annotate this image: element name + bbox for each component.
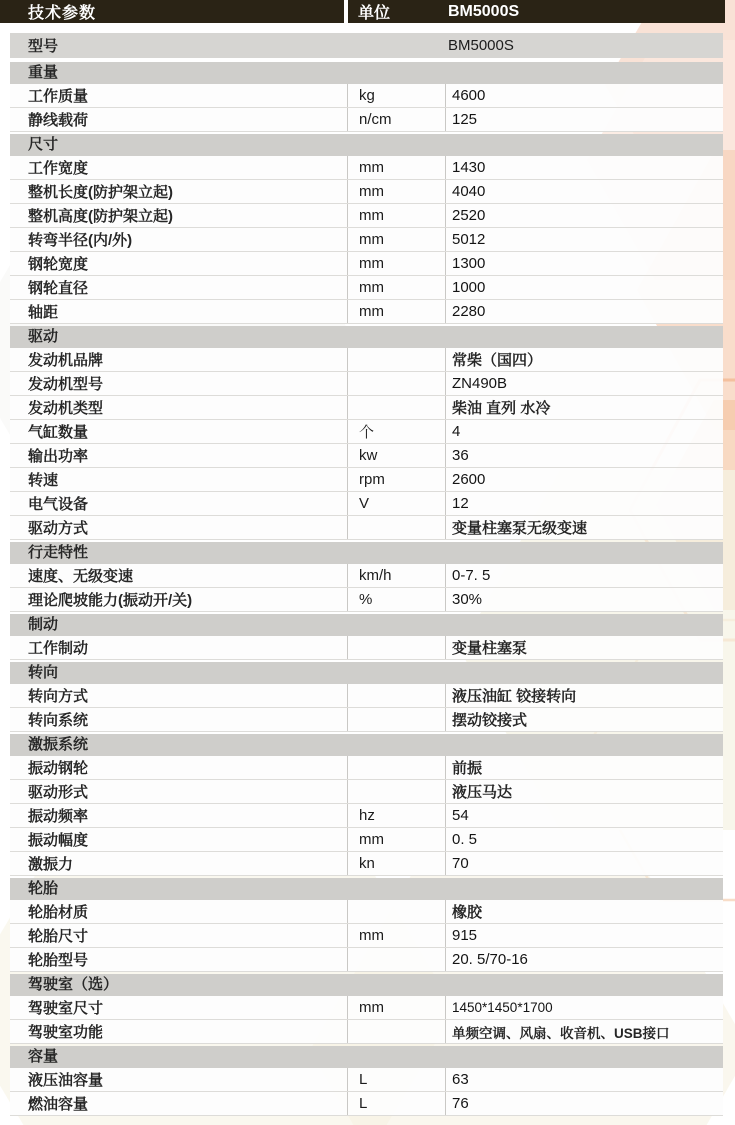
table-body <box>10 33 723 1116</box>
unit-cell <box>347 948 445 971</box>
unit-cell <box>347 900 445 923</box>
value-cell: 柴油 直列 水冷 <box>445 396 723 419</box>
param-cell: 振动幅度 <box>28 832 89 849</box>
param-cell: 工作制动 <box>28 640 89 657</box>
value-cell: 前振 <box>445 756 723 779</box>
value-cell: 70 <box>445 852 723 875</box>
value-cell: 63 <box>445 1068 723 1091</box>
param-cell: 气缸数量 <box>28 424 89 441</box>
spec-row <box>10 228 723 252</box>
spec-row <box>10 492 723 516</box>
section-header: 行走特性 <box>10 542 723 564</box>
param-cell: 驾驶室功能 <box>28 1024 104 1041</box>
unit-cell: mm <box>347 156 445 179</box>
spec-row <box>10 156 723 180</box>
section-header: 尺寸 <box>10 134 723 156</box>
unit-cell <box>347 372 445 395</box>
spec-row <box>10 996 723 1020</box>
unit-cell: mm <box>347 276 445 299</box>
param-cell: 驱动方式 <box>28 520 89 537</box>
unit-cell <box>347 780 445 803</box>
spec-row <box>10 684 723 708</box>
param-cell: 整机长度(防护架立起) <box>28 184 173 201</box>
unit-cell <box>347 348 445 371</box>
spec-row <box>10 420 723 444</box>
value-cell: 摆动铰接式 <box>445 708 723 731</box>
param-cell: 输出功率 <box>28 448 89 465</box>
spec-row <box>10 84 723 108</box>
unit-cell: kg <box>347 84 445 107</box>
spec-row <box>10 924 723 948</box>
unit-cell: mm <box>347 252 445 275</box>
unit-cell: % <box>347 588 445 611</box>
value-cell: 2520 <box>445 204 723 227</box>
model-value: BM5000S <box>448 37 514 54</box>
spec-row <box>10 948 723 972</box>
value-cell: 4 <box>445 420 723 443</box>
value-cell: 76 <box>445 1092 723 1115</box>
value-cell: 2280 <box>445 300 723 323</box>
unit-cell: mm <box>347 300 445 323</box>
param-cell: 激振力 <box>28 856 74 873</box>
value-cell: 1450*1450*1700 <box>445 996 723 1019</box>
param-cell: 理论爬坡能力(振动开/关) <box>28 592 193 609</box>
spec-row <box>10 708 723 732</box>
value-cell: 5012 <box>445 228 723 251</box>
value-cell: 1300 <box>445 252 723 275</box>
param-cell: 电气设备 <box>28 496 89 513</box>
unit-cell: mm <box>347 204 445 227</box>
param-cell: 液压油容量 <box>28 1072 104 1089</box>
section-header: 容量 <box>10 1046 723 1068</box>
section-header: 重量 <box>10 62 723 84</box>
param-cell: 振动频率 <box>28 808 89 825</box>
unit-cell: mm <box>347 996 445 1019</box>
value-cell: 1000 <box>445 276 723 299</box>
unit-cell: V <box>347 492 445 515</box>
table-header-row <box>0 0 725 23</box>
param-cell: 转向系统 <box>28 712 89 729</box>
param-cell: 钢轮直径 <box>28 280 89 297</box>
section-header: 驾驶室（选） <box>10 974 723 996</box>
value-cell: 4040 <box>445 180 723 203</box>
unit-cell: mm <box>347 180 445 203</box>
value-cell: 常柴（国四） <box>445 348 723 371</box>
value-cell: 54 <box>445 804 723 827</box>
spec-row <box>10 636 723 660</box>
value-cell: 4600 <box>445 84 723 107</box>
spec-row <box>10 828 723 852</box>
unit-cell: mm <box>347 924 445 947</box>
spec-row <box>10 276 723 300</box>
param-cell: 工作宽度 <box>28 160 89 177</box>
unit-cell: kw <box>347 444 445 467</box>
unit-cell <box>347 396 445 419</box>
spec-row <box>10 780 723 804</box>
spec-row <box>10 180 723 204</box>
spec-row <box>10 252 723 276</box>
section-header: 转向 <box>10 662 723 684</box>
param-cell: 转向方式 <box>28 688 89 705</box>
unit-cell: hz <box>347 804 445 827</box>
param-cell: 钢轮宽度 <box>28 256 89 273</box>
value-cell: 30% <box>445 588 723 611</box>
spec-row <box>10 1068 723 1092</box>
param-cell: 燃油容量 <box>28 1096 89 1113</box>
spec-row <box>10 900 723 924</box>
unit-cell: L <box>347 1092 445 1115</box>
value-cell: 20. 5/70-16 <box>445 948 723 971</box>
unit-cell <box>347 756 445 779</box>
unit-cell: L <box>347 1068 445 1091</box>
param-cell: 轮胎材质 <box>28 904 89 921</box>
value-cell: 变量柱塞泵 <box>445 636 723 659</box>
value-cell: 液压马达 <box>445 780 723 803</box>
header-param-cell: 技术参数 <box>28 5 97 22</box>
param-cell: 振动钢轮 <box>28 760 89 777</box>
section-header: 轮胎 <box>10 878 723 900</box>
param-cell: 发动机类型 <box>28 400 104 417</box>
value-cell: 橡胶 <box>445 900 723 923</box>
param-cell: 静线载荷 <box>28 112 89 129</box>
spec-row <box>10 756 723 780</box>
section-header: 制动 <box>10 614 723 636</box>
spec-row <box>10 588 723 612</box>
unit-cell <box>347 516 445 539</box>
value-cell: 36 <box>445 444 723 467</box>
value-cell: 1430 <box>445 156 723 179</box>
unit-cell <box>347 684 445 707</box>
spec-row <box>10 804 723 828</box>
unit-cell: kn <box>347 852 445 875</box>
param-cell: 驾驶室尺寸 <box>28 1000 104 1017</box>
unit-cell: rpm <box>347 468 445 491</box>
header-model-cell: BM5000S <box>448 2 520 20</box>
unit-cell: mm <box>347 228 445 251</box>
value-cell: 0. 5 <box>445 828 723 851</box>
spec-row <box>10 852 723 876</box>
spec-row <box>10 108 723 132</box>
param-cell: 速度、无级变速 <box>28 568 134 585</box>
unit-cell <box>347 708 445 731</box>
value-cell: ZN490B <box>445 372 723 395</box>
value-cell: 0-7. 5 <box>445 564 723 587</box>
value-cell: 915 <box>445 924 723 947</box>
value-cell: 125 <box>445 108 723 131</box>
param-cell: 工作质量 <box>28 88 89 105</box>
spec-row <box>10 444 723 468</box>
spec-row <box>10 372 723 396</box>
value-cell: 变量柱塞泵无级变速 <box>445 516 723 539</box>
spec-row <box>10 1092 723 1116</box>
unit-cell: km/h <box>347 564 445 587</box>
param-cell: 轮胎型号 <box>28 952 89 969</box>
spec-row <box>10 348 723 372</box>
value-cell: 2600 <box>445 468 723 491</box>
model-label: 型号 <box>28 38 59 55</box>
param-cell: 轴距 <box>28 304 59 321</box>
param-cell: 发动机型号 <box>28 376 104 393</box>
param-cell: 转弯半径(内/外) <box>28 232 133 249</box>
unit-cell <box>347 1020 445 1043</box>
param-cell: 整机高度(防护架立起) <box>28 208 173 225</box>
unit-cell <box>347 636 445 659</box>
spec-row <box>10 1020 723 1044</box>
spec-row <box>10 468 723 492</box>
spec-row <box>10 300 723 324</box>
value-cell: 液压油缸 铰接转向 <box>445 684 723 707</box>
spec-row <box>10 564 723 588</box>
header-unit-cell: 单位 <box>358 5 391 22</box>
unit-cell: n/cm <box>347 108 445 131</box>
param-cell: 轮胎尺寸 <box>28 928 89 945</box>
unit-cell: mm <box>347 828 445 851</box>
model-row <box>10 33 723 58</box>
section-header: 激振系统 <box>10 734 723 756</box>
section-header: 驱动 <box>10 326 723 348</box>
param-cell: 发动机品牌 <box>28 352 104 369</box>
spec-row <box>10 516 723 540</box>
param-cell: 转速 <box>28 472 59 489</box>
param-cell: 驱动形式 <box>28 784 89 801</box>
unit-cell: 个 <box>347 420 445 443</box>
value-cell: 单频空调、风扇、收音机、USB接口 <box>445 1020 723 1043</box>
spec-row <box>10 204 723 228</box>
value-cell: 12 <box>445 492 723 515</box>
spec-row <box>10 396 723 420</box>
